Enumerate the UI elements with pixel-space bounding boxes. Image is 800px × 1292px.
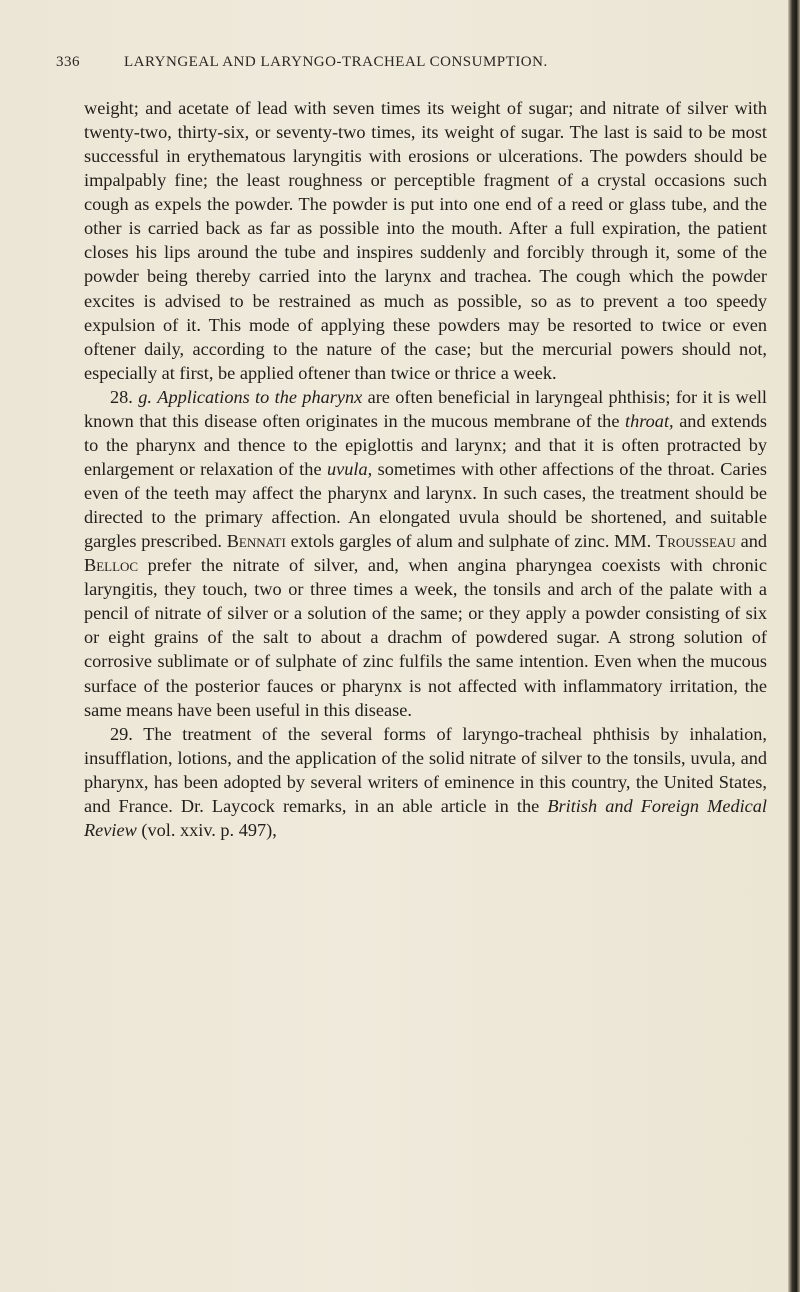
text-run: sometimes with other affections of the throat. Caries even of the teeth may affect the pharynx and larynx. In such cases, the treatment should be directed to the primary affection. An elongated uvula should be shortened, and suitable gargles prescribed.: [84, 458, 767, 552]
text-run: and: [740, 531, 767, 552]
author-name: Bennati: [226, 531, 286, 552]
running-head: LARYNGEAL AND LARYNGO-TRACHEAL CONSUMPTION.: [124, 54, 548, 70]
text-run: and extends to the pharynx and thence to the epiglottis and larynx; and that it is often protracted by enlargement or relaxation of the: [84, 410, 767, 479]
paragraph-continuation: [84, 96, 767, 385]
section-letter: g.: [138, 386, 152, 407]
page-edge: [788, 0, 800, 1292]
body-text: [84, 96, 767, 842]
section-number: 28.: [110, 386, 133, 407]
italic-term: uvula,: [326, 458, 373, 479]
text-run: weight; and acetate of lead with seven times its weight of sugar; and nitrate of silver with twenty-two, thirty-six, or seventy-two times, its weight of sugar. The last is said to be most successful in erythematous laryngitis with erosions or ulcerations. The powders should be impalpably fine; the least roughness or perceptible fragment of a crystal occasions such cough as expels the powder. The powder is put into one end of a reed or glass tube, and the other is carried back as far as possible into the mouth. After a full expiration, the patient closes his lips around the tube and inspires suddenly and forcibly through it, some of the powder being thereby carried into the larynx and trachea. The cough which the powder excites is advised to be restrained as much as possible, so as to prevent a too speedy expulsion of it. This mode of applying these powders may be resorted to twice or even oftener daily, according to the nature of the case; but the mercurial powers should not, especially at first, be applied oftener than twice or thrice a week.: [84, 98, 767, 383]
text-run: The treatment of the several forms of laryngo-tracheal phthisis by inhalation, insufflation, lotions, and the application of the solid nitrate of silver to the tonsils, uvula, and pharynx, has been adopted by several writers of eminence in this country, the United States, and France. Dr. Laycock remarks, in an able article in the: [84, 723, 767, 816]
text-run: are often beneficial in laryngeal phthisis; for it is well known that this disease often originates in the mucous membrane of the: [84, 386, 767, 431]
text-run: prefer the nitrate of silver, and, when angina pharyngea coexists with chronic laryngitis, they touch, two or three times a week, the tonsils and arch of the palate with a pencil of nitrate of silver or a solution of the same; or they apply a powder consisting of six or eight grains of the salt to about a drachm of powdered sugar. A strong solution of corrosive sublimate or of sulphate of zinc fulfils the same intention. Even when the mucous surface of the posterior fauces or pharynx is not affected with inflammatory irritation, the same means have been useful in this disease.: [84, 555, 767, 720]
paragraph-29: [84, 722, 767, 842]
author-name: Belloc: [84, 555, 139, 576]
page-number: 336: [56, 54, 80, 70]
paragraph-28: [84, 385, 767, 722]
text-run: extols gargles of alum and sulphate of zinc. MM.: [290, 531, 652, 552]
page-header: [0, 54, 788, 76]
section-number: 29.: [110, 723, 133, 744]
italic-term: throat,: [625, 410, 674, 431]
section-heading: Applications to the pharynx: [157, 386, 363, 407]
journal-title: British and Foreign Medical Review: [84, 795, 767, 840]
text-run: (vol. xxiv. p. 497),: [141, 819, 277, 840]
author-name: Trousseau: [656, 531, 736, 552]
